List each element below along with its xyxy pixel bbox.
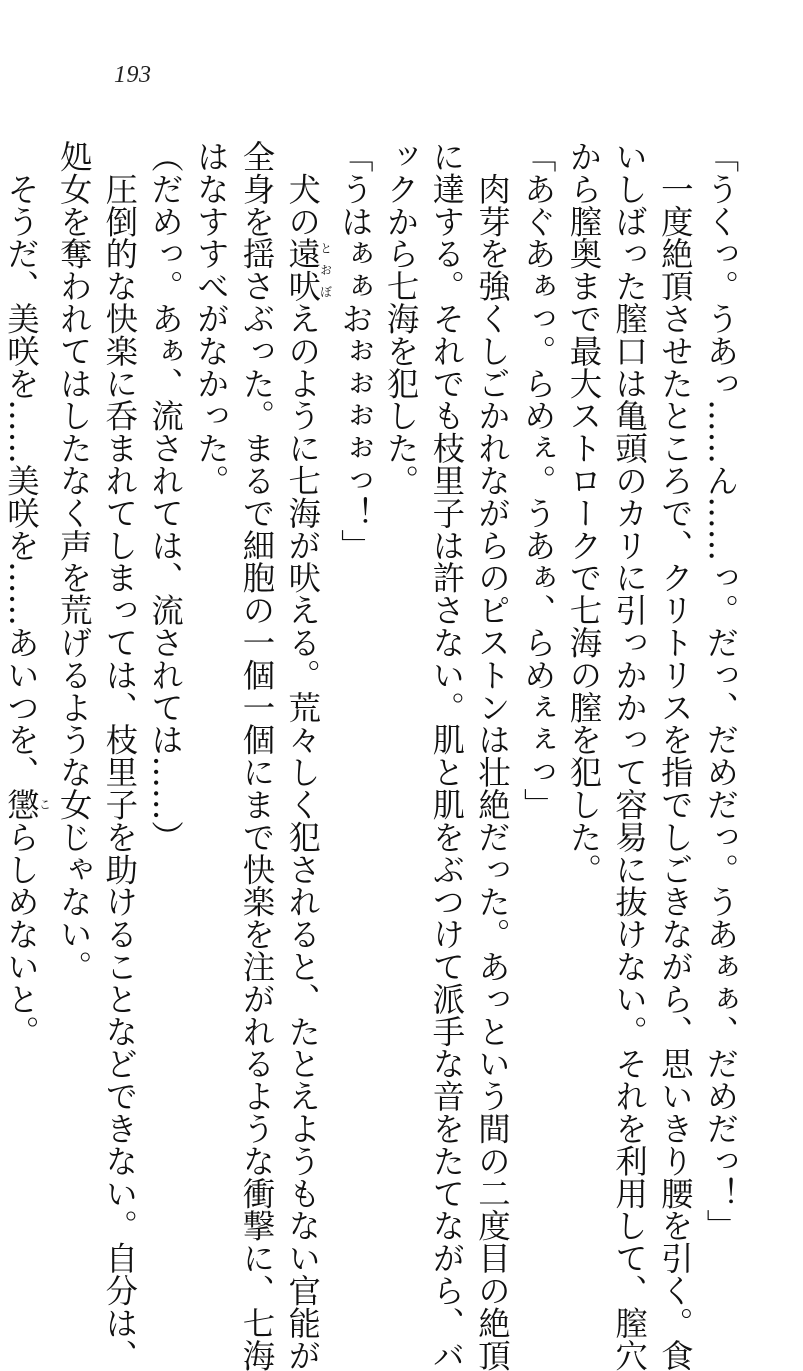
ruby-reading: こ <box>37 787 52 821</box>
text-line <box>96 140 142 1371</box>
text-line <box>560 140 606 1140</box>
text-line <box>233 140 279 1371</box>
text-line <box>697 140 743 1242</box>
text-line <box>606 140 652 1371</box>
ruby-annotated-word <box>2 787 52 821</box>
text-segment: えのように七海が吠える。荒々しく犯されると、たとえようもない官能が <box>283 302 322 1371</box>
ruby-base: 遠吠 <box>283 237 322 303</box>
text-segment: （だめっ。あぁ、流されては、流されては……） <box>146 140 185 853</box>
text-segment: はなすすべがなかった。 <box>192 140 231 497</box>
text-line <box>377 140 423 1140</box>
ruby-annotated-word <box>283 237 333 303</box>
text-line <box>279 140 333 1371</box>
text-segment: に達する。それでも枝里子は許さない。肌と肌をぶつけて派手な音をたてながら、バ <box>427 140 466 1371</box>
text-segment: 一度絶頂させたところで、クリトリスを指でしごきながら、思いきり腰を引く。食 <box>656 140 695 1371</box>
text-line <box>188 140 234 1140</box>
text-segment: いしばった膣口は亀頭のカリに引っかかって容易に抜けない。それを利用して、膣穴 <box>610 140 649 1371</box>
text-segment: 肉芽を強くしごかれながらのピストンは壮絶だった。あっという間の二度目の絶頂 <box>473 140 512 1371</box>
text-segment: 「うくっ。うあっ……ん……っ。だっ、だめだっ。うあぁぁ、だめだっ！」 <box>702 140 740 1242</box>
text-segment: 「あぐあぁっ。らめぇ。うあぁ、らめぇぇっ」 <box>519 140 558 821</box>
text-segment: らしめないと。 <box>2 820 41 1048</box>
text-segment: 処女を奪われてはしたなく声を荒げるような女じゃない。 <box>55 140 94 983</box>
page-number: 193 <box>114 62 152 88</box>
text-line <box>514 140 560 1140</box>
text-line <box>142 140 188 1140</box>
text-segment: 全身を揺さぶった。まるで細胞の一個一個にまで快楽を注がれるような衝撃に、七海 <box>237 140 276 1371</box>
text-line <box>50 140 96 1140</box>
text-line <box>0 140 50 1140</box>
vertical-text-body <box>2 140 743 1371</box>
text-line <box>423 140 469 1371</box>
text-segment: から膣奥まで最大ストロークで七海の膣を犯した。 <box>564 140 603 886</box>
text-segment: 「うはぁぁおぉぉぉぉっ！」 <box>336 140 375 562</box>
ruby-base: 懲 <box>2 787 41 821</box>
text-segment: 犬の <box>283 140 322 238</box>
text-segment: 圧倒的な快楽に呑まれてしまっては、枝里子を助けることなどできない。自分は、 <box>100 140 139 1371</box>
text-line <box>332 140 378 1140</box>
text-segment: そうだ、美咲を……美咲を……あいつを、 <box>2 140 41 788</box>
text-line <box>469 140 515 1371</box>
text-line <box>652 140 698 1371</box>
text-segment: ックから七海を犯した。 <box>382 140 421 497</box>
ruby-reading: とおぼ <box>318 237 333 303</box>
